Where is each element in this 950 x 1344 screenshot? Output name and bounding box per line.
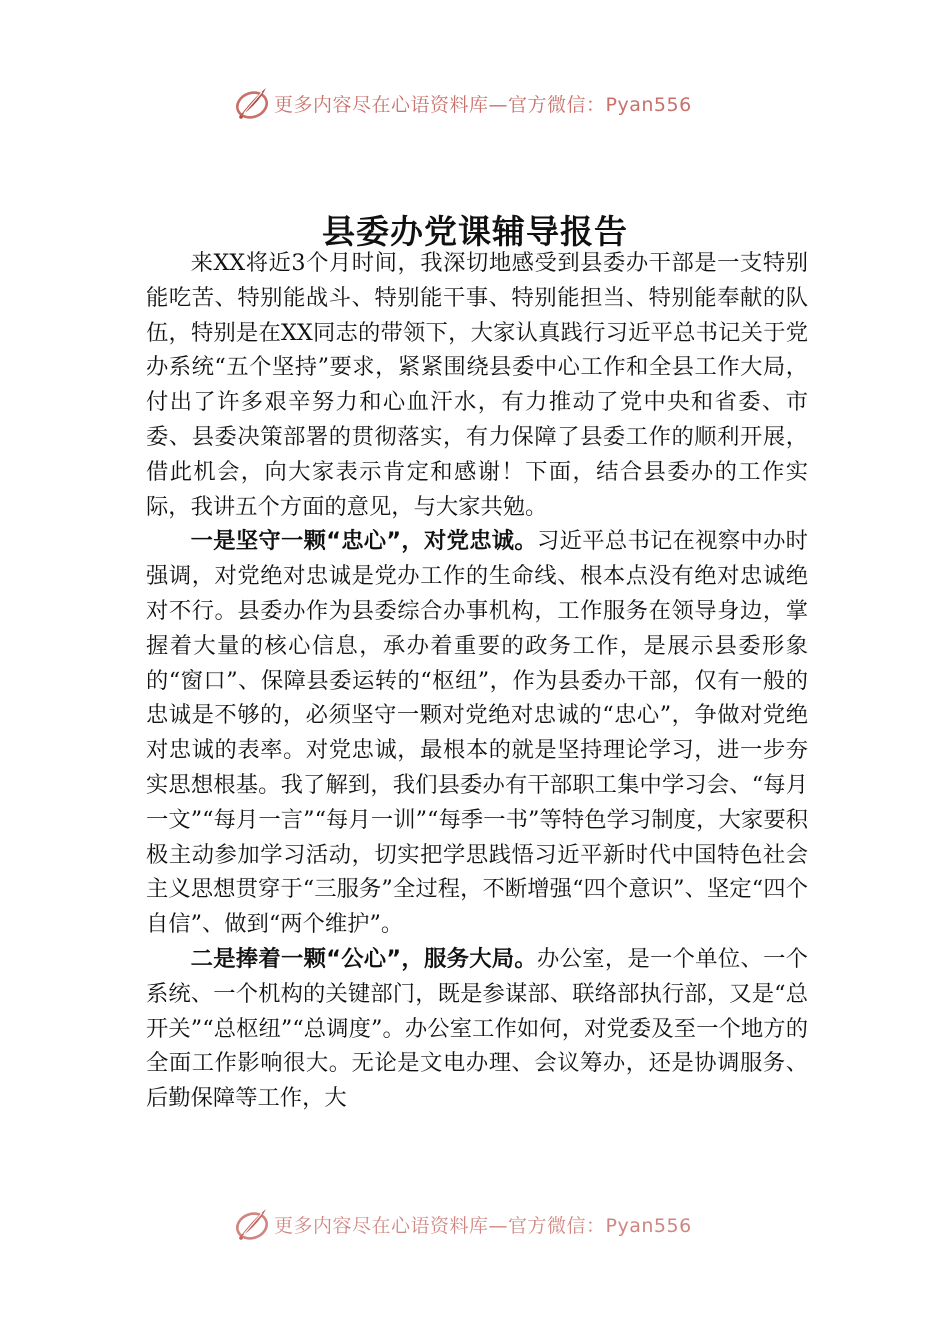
body-paragraph-public-service: [146, 942, 808, 1116]
paragraph-text: 办公室，是一个单位、一个系统、一个机构的关键部门，既是参谋部、联络部执行部，又是“总开关”“总枢纽”“总调度”。办公室工作如何，对党委及至一个地方的全面工作影响很大。无论是文电办理、会议筹办，还是协调服务、后勤保障等工作，大: [146, 945, 808, 1112]
quill-pen-swirl-logo-icon: [232, 1205, 272, 1243]
watermark-banner-bottom: [232, 1206, 692, 1242]
paragraph-text: 习近平总书记在视察中办时强调，对党绝对忠诚是党办工作的生命线、根本点没有绝对忠诚绝对不行。县委办作为县委综合办事机构，工作服务在领导身边，掌握着大量的核心信息，承办着重要的政务工作，是展示县委形象的“窗口”、保障县委运转的“枢纽”，作为县委办干部，仅有一般的忠诚是不够的，必须坚守一颗对党绝对忠诚的“忠心”，争做对党绝对忠诚的表率。对党忠诚，最根本的就是坚持理论学习，进一步夯实思想根基。我了解到，我们县委办有干部职工集中学习会、“每月一文”“每月一言”“每月一训”“每季一书”等特色学习制度，大家要积极主动参加学习活动，切实把学思践悟习近平新时代中国特色社会主义思想贯穿于“三服务”全过程，不断增强“四个意识”、坚定“四个自信”、做到“两个维护”。: [146, 528, 808, 938]
paragraph-text: 来XX将近3个月时间，我深切地感受到县委办干部是一支特别能吃苦、特别能战斗、特别能干事、特别能担当、特别能奉献的队伍，特别是在XX同志的带领下，大家认真践行习近平总书记关于党办系统“五个坚持”要求，紧紧围绕县委中心工作和全县工作大局，付出了许多艰辛努力和心血汗水，有力推动了党中央和省委、市委、县委决策部署的贯彻落实，有力保障了县委工作的顺利开展，借此机会，向大家表示肯定和感谢！下面，结合县委办的工作实际，我讲五个方面的意见，与大家共勉。: [146, 250, 808, 520]
quill-pen-swirl-logo-icon: [232, 84, 272, 122]
document-title: 县委办党课辅导报告: [322, 212, 628, 252]
body-paragraph-loyalty: [146, 524, 808, 942]
paragraph-lead-heading: 二是捧着一颗“公心”，服务大局。: [190, 945, 538, 972]
watermark-banner-text: 更多内容尽在心语资料库—官方微信：Pyan556: [274, 93, 692, 116]
document-body: [146, 246, 808, 1116]
body-paragraph-intro: [146, 246, 808, 524]
watermark-banner-text: 更多内容尽在心语资料库—官方微信：Pyan556: [274, 1214, 692, 1237]
watermark-banner-top: [232, 84, 692, 122]
paragraph-lead-heading: 一是坚守一颗“忠心”，对党忠诚。: [190, 528, 538, 555]
